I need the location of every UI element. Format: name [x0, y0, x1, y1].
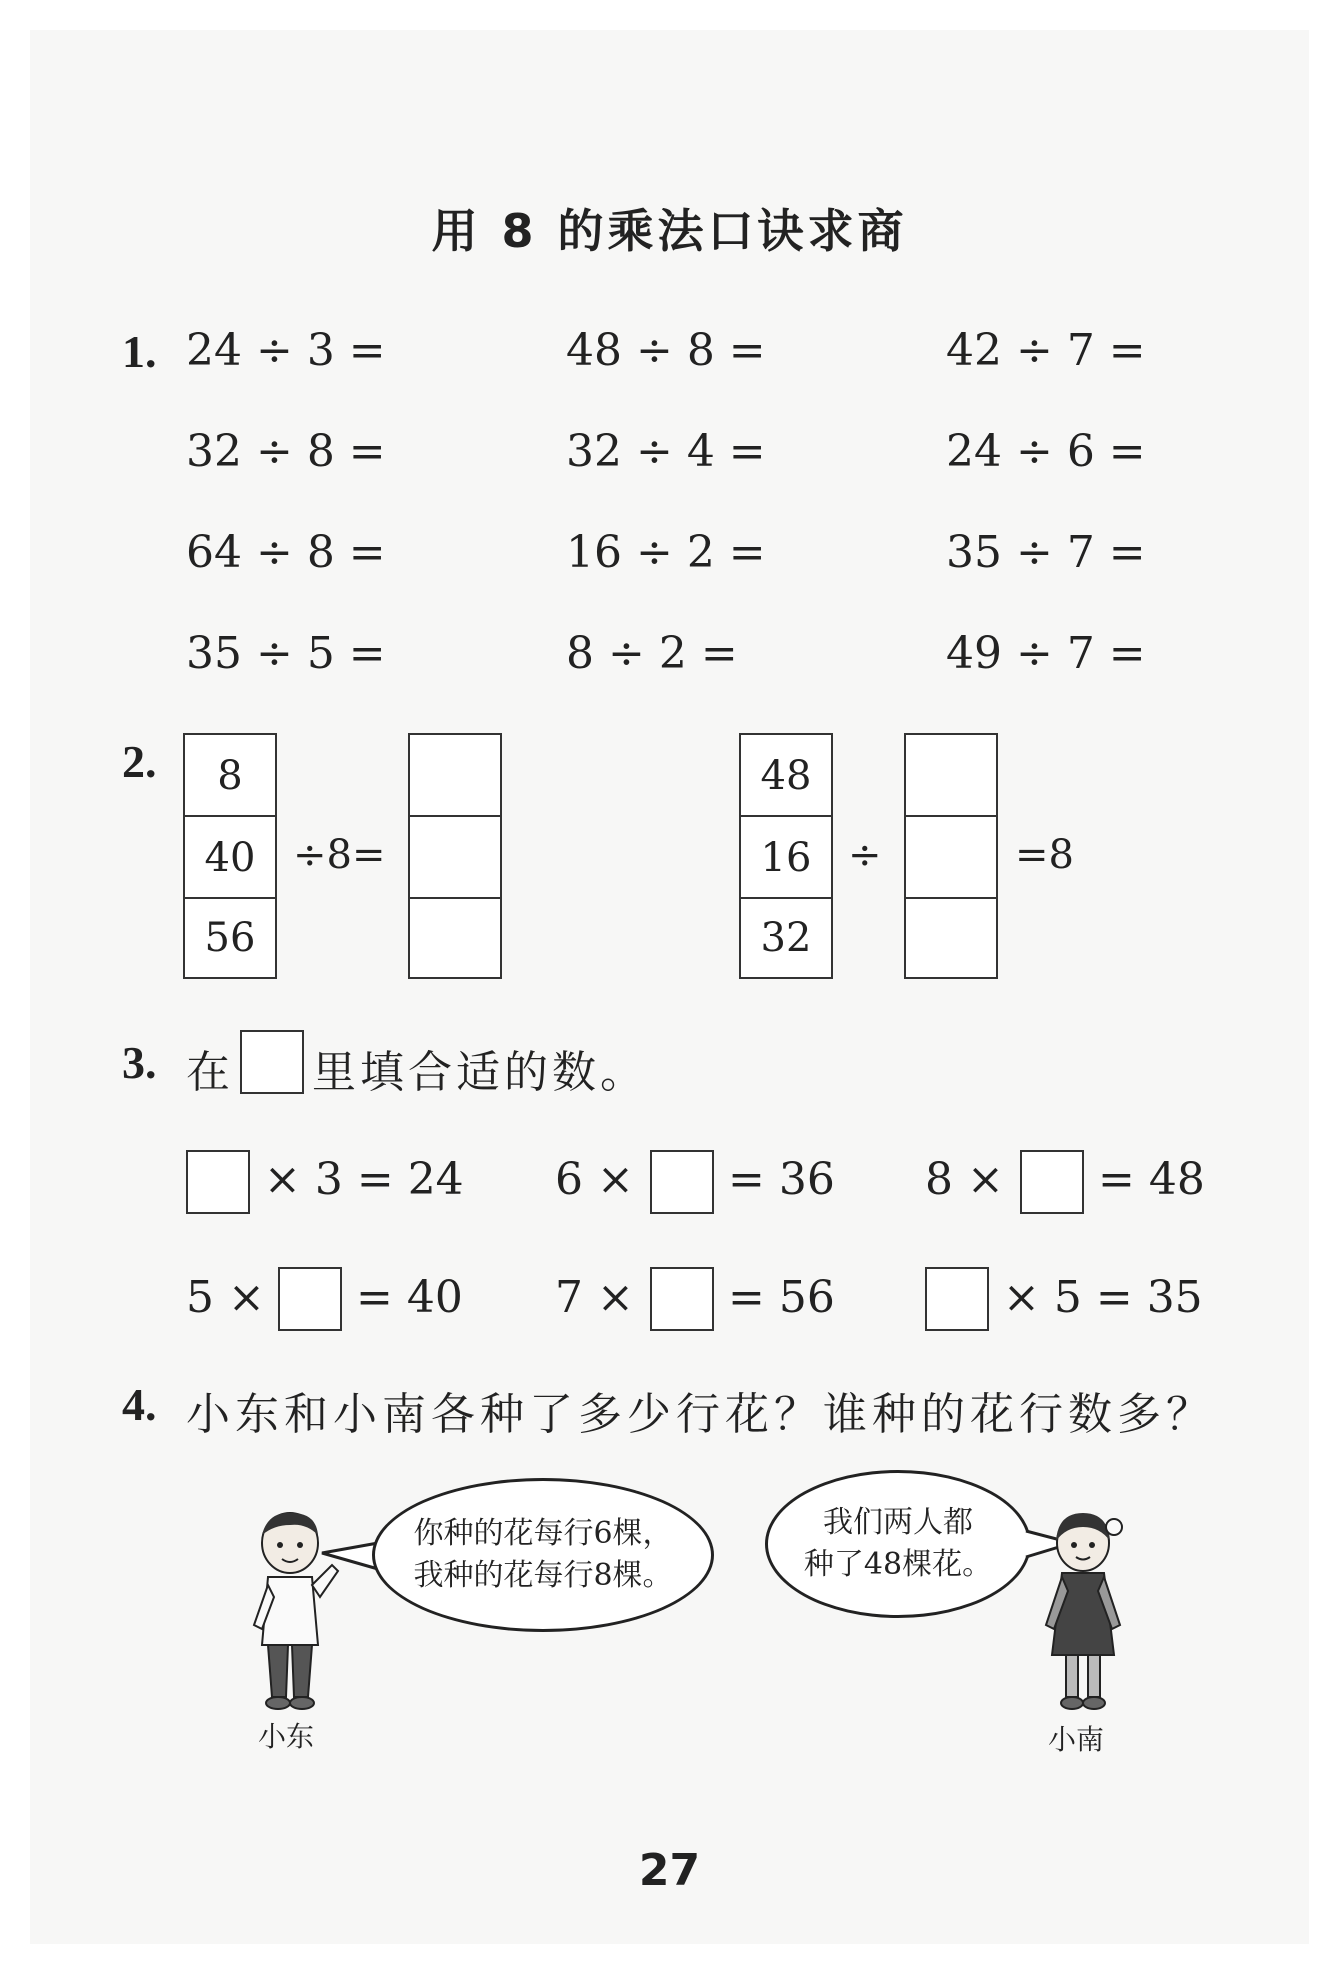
- q1-expression: 24 ÷ 3 =: [186, 325, 386, 376]
- dividend-cell: 8: [185, 735, 275, 817]
- q3-equation-part: 5 ×: [186, 1272, 265, 1323]
- q1-expression: 64 ÷ 8 =: [186, 527, 386, 578]
- answer-box[interactable]: [410, 735, 500, 817]
- dividend-cell: 40: [185, 817, 275, 899]
- q2-left-operator: ÷8=: [293, 832, 386, 878]
- speech-tail-icon: [320, 1535, 380, 1575]
- q1-expression: 42 ÷ 7 =: [946, 325, 1146, 376]
- q2-left-dividends: [183, 733, 277, 979]
- girl-speech-bubble: [765, 1470, 1031, 1618]
- q1-expression: 35 ÷ 5 =: [186, 628, 386, 679]
- fill-in-box[interactable]: [650, 1150, 714, 1214]
- q1-expression: 16 ÷ 2 =: [566, 527, 766, 578]
- q3-equation-part: × 3 = 24: [264, 1154, 464, 1205]
- fill-in-box[interactable]: [186, 1150, 250, 1214]
- q1-number: 1.: [122, 326, 157, 377]
- q1-expression: 48 ÷ 8 =: [566, 325, 766, 376]
- fill-in-box[interactable]: [925, 1267, 989, 1331]
- fill-in-box[interactable]: [650, 1267, 714, 1331]
- speech-line: 我种的花每行8棵。: [413, 1558, 673, 1593]
- q4-number: 4.: [122, 1379, 157, 1430]
- q3-equation-part: 8 ×: [925, 1154, 1004, 1205]
- q3-text-after: 里填合适的数。: [312, 1047, 648, 1098]
- q4-question: 小东和小南各种了多少行花？谁种的花行数多？: [186, 1389, 1215, 1440]
- q2-right-operator: ÷: [848, 832, 882, 878]
- q3-equation-part: = 36: [728, 1154, 835, 1205]
- q2-right-dividends: [739, 733, 833, 979]
- q2-number: 2.: [122, 736, 157, 787]
- q1-expression: 8 ÷ 2 =: [566, 628, 738, 679]
- answer-box[interactable]: [410, 817, 500, 899]
- q1-expression: 32 ÷ 8 =: [186, 426, 386, 477]
- q1-expression: 49 ÷ 7 =: [946, 628, 1146, 679]
- q1-expression: 32 ÷ 4 =: [566, 426, 766, 477]
- speech-line: 你种的花每行6棵，: [413, 1516, 673, 1551]
- q3-equation-part: = 56: [728, 1272, 835, 1323]
- dividend-cell: 48: [741, 735, 831, 817]
- q3-equation-part: 7 ×: [555, 1272, 634, 1323]
- answer-box[interactable]: [906, 899, 996, 977]
- page-number: 27: [638, 1845, 701, 1896]
- sample-box-icon: [240, 1030, 304, 1094]
- q3-equation-part: = 40: [356, 1272, 463, 1323]
- boy-name-label: 小东: [258, 1720, 315, 1753]
- speech-line: 种了48棵花。: [803, 1547, 993, 1582]
- q1-expression: 24 ÷ 6 =: [946, 426, 1146, 477]
- answer-box[interactable]: [906, 817, 996, 899]
- q2-right-result: =8: [1015, 832, 1074, 878]
- boy-speech-bubble: [372, 1478, 714, 1632]
- q1-expression: 35 ÷ 7 =: [946, 527, 1146, 578]
- q3-equation-part: 6 ×: [555, 1154, 634, 1205]
- answer-box[interactable]: [410, 899, 500, 977]
- q3-equation-part: × 5 = 35: [1003, 1272, 1203, 1323]
- fill-in-box[interactable]: [1020, 1150, 1084, 1214]
- answer-box[interactable]: [906, 735, 996, 817]
- q2-right-answers: [904, 733, 998, 979]
- fill-in-box[interactable]: [278, 1267, 342, 1331]
- dividend-cell: 32: [760, 915, 812, 961]
- dividend-cell: 56: [204, 915, 256, 961]
- q2-left-answers: [408, 733, 502, 979]
- girl-name-label: 小南: [1048, 1723, 1105, 1756]
- q3-text-before: 在: [186, 1047, 234, 1098]
- speech-line: 我们两人都: [823, 1505, 973, 1540]
- page-title: 用 8 的乘法口诀求商: [431, 204, 908, 258]
- q3-equation-part: = 48: [1098, 1154, 1205, 1205]
- q3-number: 3.: [122, 1037, 157, 1088]
- girl-xiaonan-illustration: [1028, 1505, 1138, 1720]
- dividend-cell: 16: [741, 817, 831, 899]
